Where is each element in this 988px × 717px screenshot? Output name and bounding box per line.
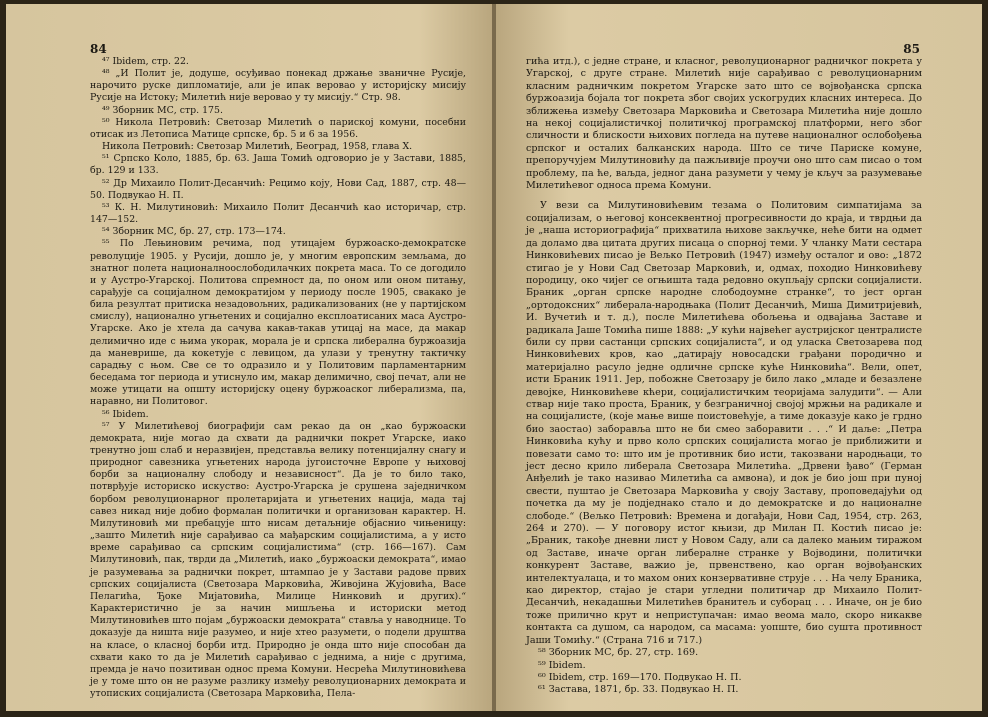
page-number-left: 84 [90, 42, 107, 56]
footnote-53: ⁵³ К. Н. Милутиновић: Михаило Полит Десанчић као историчар, стр. 147—152. [90, 201, 466, 226]
page-number-right: 85 [903, 42, 920, 56]
footnote-54: ⁵⁴ Зборник МС, бр. 27, стр. 173—174. [102, 226, 286, 238]
footnote-59: ⁵⁹ Ibidem. [538, 659, 586, 671]
paragraph: У вези са Милутиновићевим тезама о Политовим симпатијама за социјализам, о његовој консеквентној прогресивности до краја, и тврдњи да је „наша историографија“ прихватила њихове закључке, неће бити на одмет да доламо два цитата других писаца о спорној теми. У чланку Мати сестара Нинковићевих писао је Вељко Петровић (1947) између осталог и ово: „1872 стигао је у Нови Сад Светозар Марковић, и, одмах, походио Нинковићеву породицу, око чијег се огњишта тада редовно окупљају српски социјалисти. Браник „орган српске народне слободоумне странке“, то јест орган „ортодоксних“ либерала-народњака (Полит Десанчић, Миша Димитријевић, И. Вучетић и т. д.), после Милетићева обољења и одвајања Заставе и радикала Јаше Томића пише 1888: „У кући највећег аустријског централисте били су први састанци српских социјалиста“, и од уласка Светозарева под Нинковићевих кров, као „датирају новосадски грађани породично и материјално расуло једне одличне српске куће Нинковића“. Вели, опет, исти Браник 1911. Јер, побожне Светозару је било лако „младе и безазлене девојке, Нинковићеве кћери, социјалистичким теоријама залудити“. — Али ствар није тако проста, Браник, у безграничној својој мржњи на радикале и на социјалисте, (које мање више поистовећује, а тиме доказује како је грдно био заостао) заборавља што не би смео заборавити . . .“ И даље: „Петра Нинковића кућу и прво коло српских социјалиста могао је приближити и повезати само то: што им је противник био исти, такозвани народњаци, то јест десно крило либерала Светозара Милетића. „Дрвени ђаво“ (Герман Анђелић је тако називао Милетића са амвона), и док је био још при пуној свести, пуштао је Светозара Марковића у своју Заставу, проповедајући од почетка да му је подједнако стало и до демократске и до националне слободе.“ (Вељко Петровић: Времена и догађаји, Нови Сад, 1954, стр. 263, 264 и 270). — У поговору истог књизи, др Милан П. Костић писао је: „Браник, такође дневни лист у Новом Саду, али са далеко мањим тиражом од Заставе, иначе орган либералне странке у Војводини, политички конкурент Заставе, важио је, првенствено, као орган војвођанских интелектуалаца, и то махом оних конзервативне струје . . . На челу Браника, као директор, стајао је стари угледни политичар др Михаило Полит-Десанчић, некадашњи Милетићев бранитељ и суборац . . . Иначе, он је био тоже прилично крут и неприступачан: имао веома мало, скоро никакве контакта са душом, са народом, са масама: уопште, био сушта противност Јаши Томићу.“ (Страна 716 и 717.) [526, 200, 922, 646]
footnote-50: ⁵⁰ Никола Петровић: Светозар Милетић о париској комуни, посебни отисак из Летописа Матице српске, бр. 5 и 6 за 1956. [90, 116, 466, 140]
continued-paragraph: гића итд.), с једне стране, и класног, револуционарног радничког покрета у Угарској, с друге стране. Милетић није сарађивао с револуционарним класним радничким покретом Угарске зато што се војвођанска српска буржоазија бојала тог покрета због својих ускогрудих класних интереса. До зближења између Светозара Марковића и Светозара Милетића није дошло на некој социјалистичкој политичкој програмској платформи, него због сличности и блискости њихових погледа на путеве националног ослобођења српског и осталих балканских народа. Што се тиче Париске комуне, препоручујем Милутиновићу да пажљивије проучи оно што сам писао о том проблему, па ће, ваљда, једног дана разумети у чему је кључ за разумевање Милетићевог односа према Комуни. [526, 56, 922, 192]
book-spread [6, 4, 982, 711]
footnote-56: ⁵⁶ Ibidem. [102, 408, 149, 420]
footnote-51: ⁵¹ Српско Коло, 1885, бр. 63. Јаша Томић одговорио је у Застави, 1885, бр. 129 и 133. [90, 153, 466, 177]
right-page-text [526, 56, 922, 697]
footnote-49: ⁴⁹ Зборник МС, стр. 175. [102, 104, 223, 116]
footnote-61: ⁶¹ Застава, 1871, бр. 33. Подвукао Н. П. [538, 684, 739, 696]
footnote-55: ⁵⁵ По Лењиновим речима, под утицајем буржоаско-демократске револуције 1905. у Русији, дошло је, у многим европским земљама, до знатног полета националноослободилачких покрета маса. То се догодило и у Аустро-Угарској. Политова спремност да, по оном или оном питању, сарађује са социјалном демократијом у периоду после 1905, свакако је била резултат притиска незадовољних, радикализованих (не у партијском смислу), национално угњетених и социјално експлоатисаних маса Аустро-Угарске. Ако је хтела да сачува какав-такав утицај на масе, да макар делимично иде с њима укорак, морала је и српска либерална буржоазија да маневрише, да кокетује с левицом, да улази у тренутну тактичку сарадњу с њом. Све се то одразило и у Политовим парламентарним беседама тог периода и утиснуло им, макар делимично, свој печат, али не може утицати на општу историјску оцену буржоаског либерализма, па, наравно, ни Политовог. [90, 238, 466, 408]
footnote-47: ⁴⁷ Ibidem, стр. 22. [102, 56, 189, 67]
left-page [6, 4, 492, 711]
footnote-57: ⁵⁷ У Милетићевој биографији сам рекао да он „као буржоаски демократа, није могао да схвати да раднички покрет Угарске, иако тренутно још слаб и неразвијен, представља велику потенцијалну снагу и природног савезника угњетених народа југоисточне Европе у њиховој борби за националну слободу и независност“. Да је то било тако, потврђује историско искуство: Аустро-Угарска је срушена заједничком борбом револуционарног пролетаријата и угњетених нација, мада тај савез никад није добио формалан политички и организован карактер. Н. Милутиновић ми пребацује што нисам детаљније објаснио чињеницу: „зашто Милетић није сарађивао са мађарским социјалистима, а у исто време сарађивао са српским социјалистима“ (стр. 166—167). Сам Милутиновић, пак, тврди да „Милетић, иако „буржоаски демократа“, имао је разумевања за раднички покрет, штампао је у Застави радове првих српских социјалиста (Светозара Марковића, Живојина Жујовића, Васе Пелагића, Ђоке Мијатовића, Милице Нинковић и других).“ Карактеристично је за начин мишљења и историски метод Милутиновићев што појам „буржоаски демократа“ ставља у наводнице. То доказује да ништа није разумео, и није хтео разумети, о подели друштва на класе, о класној борби итд. Природно је онда што није способан да схвати како то да је Милетић сарађивао с једнима, а није с другима, премда је начо позитиван однос према Комуни. Несрећа Милутиновићева је у томе што он не разуме разлику између револуционарних демократа и утописких социјалиста (Светозара Марковића, Пела- [90, 420, 466, 700]
footnote-52: ⁵² Др Михаило Полит-Десанчић: Рецимо коју, Нови Сад, 1887, стр. 48—50. Подвукао Н. П. [90, 177, 466, 201]
footnote-50b: Никола Петровић: Светозар Милетић, Београд, 1958, глава Х. [102, 141, 413, 153]
footnote-60: ⁶⁰ Ibidem, стр. 169—170. Подвукао Н. П. [538, 671, 742, 683]
right-page [496, 4, 982, 711]
footnote-58: ⁵⁸ Зборник МС, бр. 27, стр. 169. [538, 647, 699, 659]
left-page-text [90, 56, 466, 700]
footnote-48: ⁴⁸ „И Полит је, додуше, осуђивао понекад држање званичне Русије, нарочито руске дипломатије, али је ипак веровао у историјску мисију Русије на Истоку; Милетић није веровао у ту мисију.“ Стр. 98. [90, 68, 466, 104]
